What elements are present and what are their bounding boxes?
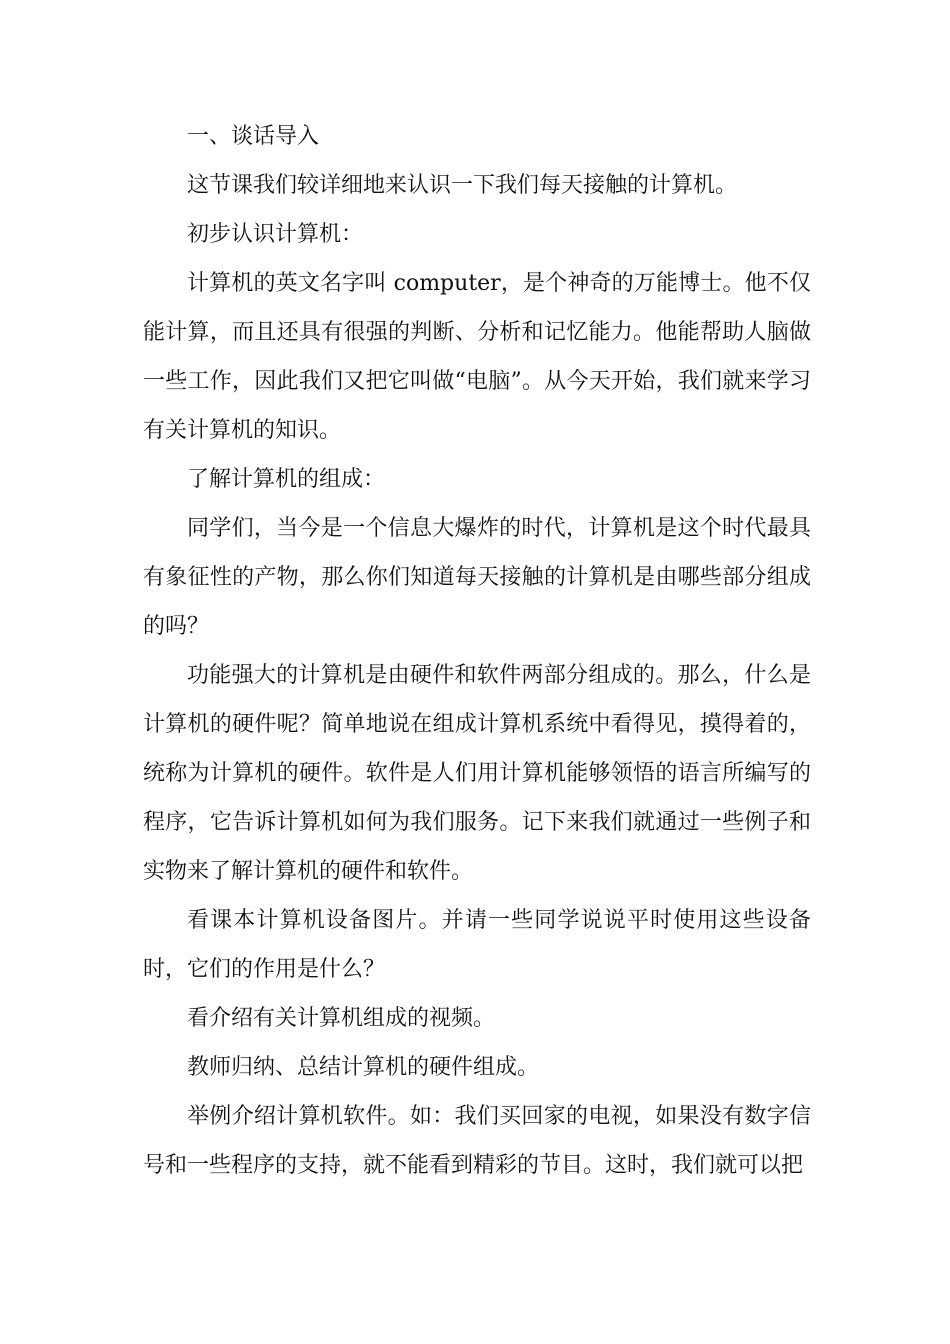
paragraph-information-era: 同学们，当今是一个信息大爆炸的时代，计算机是这个时代最具有象征性的产物，那么你们知道每天接触的计算机是由哪些部分组成的吗？ — [143, 516, 811, 639]
paragraph-hardware-software: 功能强大的计算机是由硬件和软件两部分组成的。那么，什么是计算机的硬件呢？简单地说在组成计算机系统中看得见，摸得着的，统称为计算机的硬件。软件是人们用计算机能够领悟的语言所编写的程序，它告诉计算机如何为我们服务。记下来我们就通过一些例子和实物来了解计算机的硬件和软件。 — [143, 663, 811, 884]
paragraph-video: 看介绍有关计算机组成的视频。 — [187, 1006, 496, 1031]
paragraph-software-example: 举例介绍计算机软件。如：我们买回家的电视，如果没有数字信号和一些程序的支持，就不能看到精彩的节目。这时，我们就可以把 — [143, 1104, 811, 1178]
subheading-initial-understanding: 初步认识计算机： — [187, 222, 364, 247]
paragraph-intro: 这节课我们较详细地来认识一下我们每天接触的计算机。 — [187, 173, 738, 198]
section-heading-intro: 一、谈话导入 — [187, 124, 320, 149]
document-body — [143, 112, 811, 1190]
paragraph-computer-definition: 计算机的英文名字叫 computer，是个神奇的万能博士。他不仅能计算，而且还具有很强的判断、分析和记忆能力。他能帮助人脑做一些工作，因此我们又把它叫做“电脑”。从今天开始，我们就来学习有关计算机的知识。 — [143, 271, 811, 443]
paragraph-teacher-summary: 教师归纳、总结计算机的硬件组成。 — [187, 1055, 540, 1080]
subheading-computer-composition: 了解计算机的组成： — [187, 467, 386, 492]
paragraph-textbook-pictures: 看课本计算机设备图片。并请一些同学说说平时使用这些设备时，它们的作用是什么？ — [143, 908, 811, 982]
